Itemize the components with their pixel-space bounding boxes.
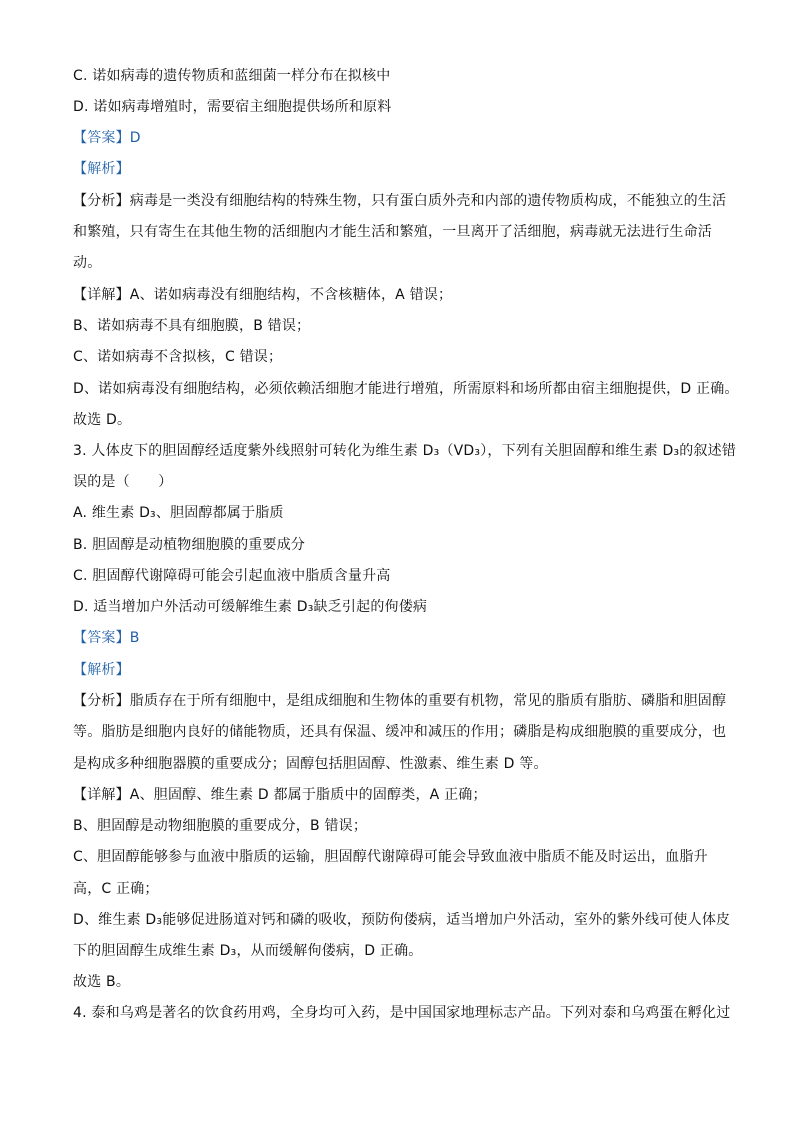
detail-text-line: B、诺如病毒不具有细胞膜，B 错误； <box>73 318 311 334</box>
option-c-line: C. 诺如病毒的遗传物质和蓝细菌一样分布在拟核中 <box>73 68 391 84</box>
detail-text-line: D、维生素 D₃能够促进肠道对钙和磷的吸收，预防佝偻病，适当增加户外活动，室外的紫外线可使人体皮 <box>73 912 731 928</box>
detail-text-line: 【详解】A、诺如病毒没有细胞结构，不含核糖体，A 错误； <box>73 287 453 303</box>
detail-text-line: B、胆固醇是动物细胞膜的重要成分，B 错误； <box>73 818 368 834</box>
option-c-line: C. 胆固醇代谢障碍可能会引起血液中脂质含量升高 <box>73 568 391 584</box>
analysis-text-line: 动。 <box>73 255 102 271</box>
option-a-line: A. 维生素 D₃、胆固醇都属于脂质 <box>73 505 284 521</box>
detail-text-line: C、胆固醇能够参与血液中脂质的运输，胆固醇代谢障碍可能会导致血液中脂质不能及时运出，血脂升 <box>73 849 708 865</box>
question-3-stem: 3. 人体皮下的胆固醇经适度紫外线照射可转化为维生素 D₃（VD₃），下列有关胆固醇和维生素 D₃的叙述错 <box>73 443 737 459</box>
analysis-text-line: 是构成多种细胞器膜的重要成分；固醇包括胆固醇、性激素、维生素 D 等。 <box>73 756 548 772</box>
analysis-label: 【解析】 <box>73 662 130 678</box>
detail-text-line: D、诺如病毒没有细胞结构，必须依赖活细胞才能进行增殖，所需原料和场所都由宿主细胞提供，D 正确。 <box>73 381 739 397</box>
analysis-label: 【解析】 <box>73 161 130 177</box>
option-d-line: D. 诺如病毒增殖时，需要宿主细胞提供场所和原料 <box>73 99 392 115</box>
detail-text-line: 下的胆固醇生成维生素 D₃，从而缓解佝偻病，D 正确。 <box>73 943 423 959</box>
conclusion-line: 故选 D。 <box>73 412 132 428</box>
question-3-stem: 误的是（ ） <box>73 474 173 490</box>
detail-text-line: 高，C 正确； <box>73 881 159 897</box>
analysis-text-line: 【分析】病毒是一类没有细胞结构的特殊生物，只有蛋白质外壳和内部的遗传物质构成，不能独立的生活 <box>73 193 727 209</box>
detail-text-line: 【详解】A、胆固醇、维生素 D 都属于脂质中的固醇类，A 正确； <box>73 787 487 803</box>
question-4-stem: 4. 泰和乌鸡是著名的饮食药用鸡，全身均可入药，是中国国家地理标志产品。下列对泰和乌鸡蛋在孵化过 <box>73 1005 731 1021</box>
option-b-line: B. 胆固醇是动植物细胞膜的重要成分 <box>73 537 306 553</box>
analysis-text-line: 【分析】脂质存在于所有细胞中，是组成细胞和生物体的重要有机物，常见的脂质有脂肪、磷脂和胆固醇 <box>73 693 727 709</box>
analysis-text-line: 和繁殖，只有寄生在其他生物的活细胞内才能生活和繁殖，一旦离开了活细胞，病毒就无法进行生命活 <box>73 224 712 240</box>
answer-label: 【答案】B <box>73 630 140 646</box>
answer-label: 【答案】D <box>73 130 141 146</box>
conclusion-line: 故选 B。 <box>73 974 131 990</box>
option-d-line: D. 适当增加户外活动可缓解维生素 D₃缺乏引起的佝偻病 <box>73 599 428 615</box>
detail-text-line: C、诺如病毒不含拟核，C 错误； <box>73 349 283 365</box>
analysis-text-line: 等。脂肪是细胞内良好的储能物质，还具有保温、缓冲和减压的作用；磷脂是构成细胞膜的重要成分，也 <box>73 724 727 740</box>
